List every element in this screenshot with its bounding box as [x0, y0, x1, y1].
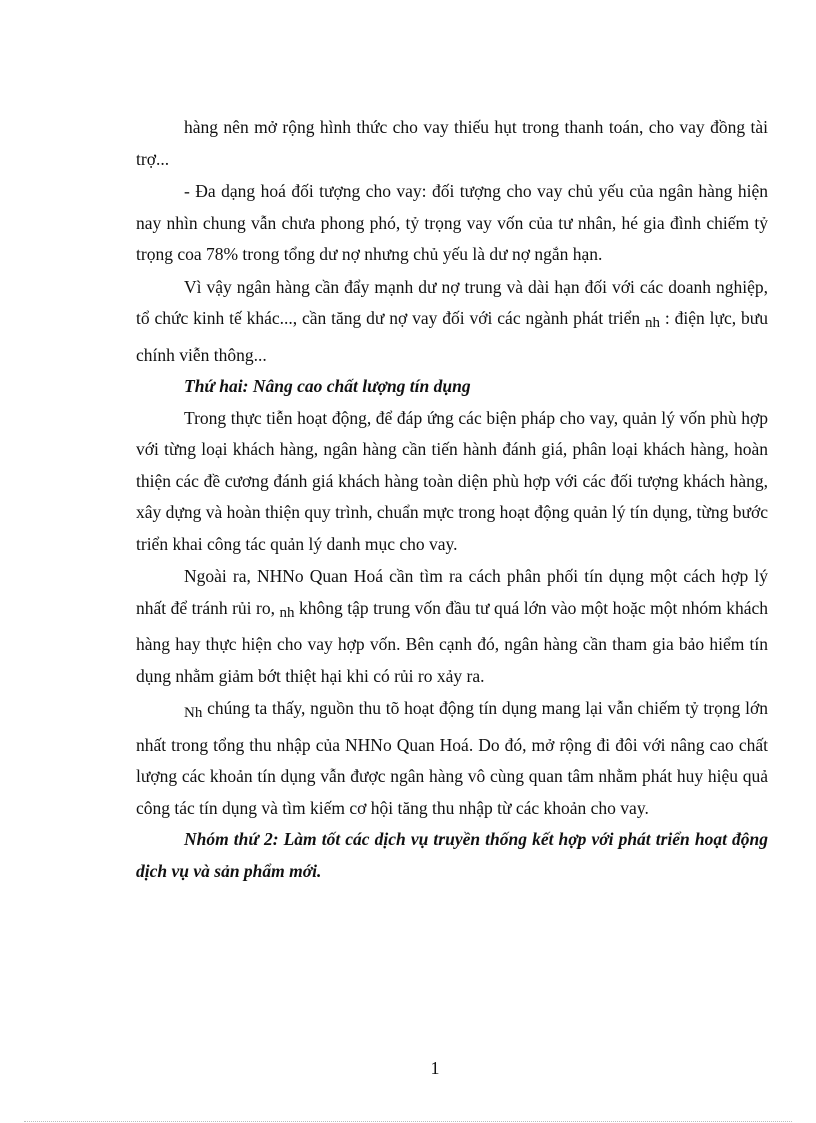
- paragraph-1: [136, 112, 768, 175]
- page-number: 1: [430, 1058, 440, 1078]
- paragraph-1-text: hàng nên mở rộng hình thức cho vay thiếu hụt trong thanh toán, cho vay đồng tài trợ...: [136, 117, 768, 169]
- paragraph-2-text: - Đa dạng hoá đối tượng cho vay: đối tượng cho vay chủ yếu của ngân hàng hiện nay nhìn chung vẫn chưa phong phó, tỷ trọng vay vốn của tư nhân, hé gia đình chiếm tỷ trọng coa 78% trong tổng dư nợ nhưng chủ yếu là dư nợ ngắn hạn.: [136, 181, 768, 264]
- paragraph-6: [136, 693, 768, 824]
- footer-divider: [24, 1121, 792, 1122]
- paragraph-3-text-a: Vì vậy ngân hàng cần đẩy mạnh dư nợ trung và dài hạn đối với các doanh nghiệp, tổ chức kinh tế khác..., cần tăng dư nợ vay đối với các ngành phát triển: [136, 276, 768, 328]
- heading-thu-hai-text: Thứ hai: Nâng cao chất lượng tín dụng: [184, 376, 471, 396]
- document-body: [136, 112, 768, 887]
- paragraph-3-nh: nh: [645, 315, 661, 331]
- paragraph-6-text: chúng ta thấy, nguồn thu tõ hoạt động tín dụng mang lại vẫn chiếm tỷ trọng lớn nhất trong tổng thu nhập của NHNo Quan Hoá. Do đó, mở rộng đi đôi với nâng cao chất lượng các khoản tín dụng vẫn được ngân hàng vô cùng quan tâm nhằm phát huy hiệu quả công tác tín dụng và tìm kiếm cơ hội tăng thu nhập từ các khoản cho vay.: [136, 698, 768, 818]
- paragraph-5-text-a: Ngoài ra, NHNo Quan Hoá cần tìm ra cách phân phối tín dụng một cách hợp lý nhất để tránh rủi ro,: [136, 566, 768, 618]
- paragraph-5-text-b: không tập trung vốn đầu tư quá lớn vào một hoặc một nhóm khách hàng hay thực hiện cho vay hợp vốn. Bên cạnh đó, ngân hàng cần tham gia bảo hiểm tín dụng nhằm giảm bớt thiệt hại khi có rủi ro xảy ra.: [136, 597, 769, 686]
- paragraph-4: [136, 403, 768, 561]
- heading-nhom-thu-2: [136, 824, 768, 887]
- paragraph-6-nh: Nh: [184, 705, 203, 721]
- paragraph-5-nh: nh: [279, 604, 295, 621]
- paragraph-3-text-b: : điện lực, bưu chính viễn thông...: [136, 308, 769, 365]
- heading-thu-hai: [136, 371, 768, 403]
- paragraph-2: [136, 176, 768, 271]
- paragraph-3: [136, 272, 768, 372]
- paragraph-4-text: Trong thực tiễn hoạt động, để đáp ứng các biện pháp cho vay, quản lý vốn phù hợp với từng loại khách hàng, ngân hàng cần tiến hành đánh giá, phân loại khách hàng, hoàn thiện các đề cương đánh giá khách hàng toàn diện phù hợp với các đối tượng khách hàng, xây dựng và hoàn thiện quy trình, chuẩn mực trong hoạt động quản lý tín dụng, từng bước triển khai công tác quản lý danh mục cho vay.: [136, 407, 768, 554]
- heading-nhom-thu-2-text: Nhóm thứ 2: Làm tốt các dịch vụ truyền thống kết hợp với phát triển hoạt động dịch vụ và sản phẩm mới.: [136, 829, 768, 881]
- paragraph-5: [136, 561, 768, 692]
